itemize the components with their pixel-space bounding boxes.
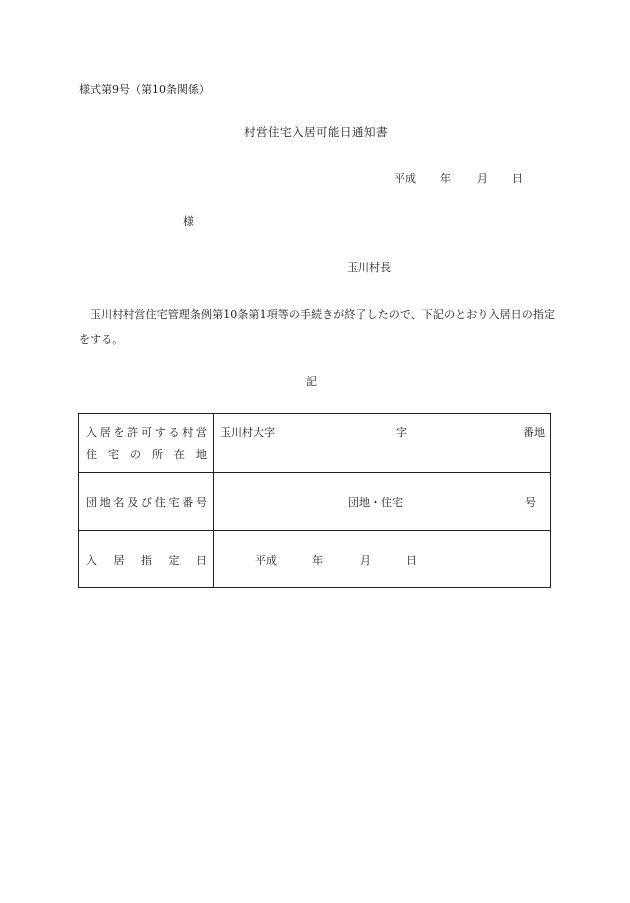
move-in-month-unit: 月 <box>360 554 371 567</box>
document-title: 村営住宅入居可能日通知書 <box>244 125 388 139</box>
location-banchi: 番地 <box>523 426 545 439</box>
danchi-value-cell <box>214 473 550 530</box>
location-label-line2: 住 宅 の 所 在 地 <box>86 448 207 461</box>
info-table <box>78 413 551 588</box>
location-village: 玉川村大字 <box>220 426 275 439</box>
addressee-suffix: 様 <box>183 215 194 228</box>
location-value-cell <box>214 414 550 472</box>
move-in-era: 平成 <box>255 554 277 567</box>
table-row-move-in-date <box>79 531 550 588</box>
date-year-unit: 年 <box>440 172 451 185</box>
location-label-cell <box>79 414 214 472</box>
move-in-year-unit: 年 <box>312 554 323 567</box>
table-row-danchi <box>79 473 550 531</box>
date-month-unit: 月 <box>477 172 488 185</box>
date-day-unit: 日 <box>512 172 523 185</box>
location-label-line1: 入 居 を 許 可 す る 村 営 <box>86 426 207 439</box>
danchi-label: 団 地 名 及 び 住 宅 番 号 <box>86 496 207 509</box>
house-number-unit: 号 <box>525 496 536 509</box>
location-aza: 字 <box>396 426 407 439</box>
date-era: 平成 <box>394 172 416 185</box>
move-in-day-unit: 日 <box>406 554 417 567</box>
move-in-date-label: 入 居 指 定 日 <box>86 554 207 567</box>
body-text: 玉川村村営住宅管理条例第10条第1項等の手続きが終了したので、下記のとおり入居日の指定をする。 <box>79 308 556 346</box>
move-in-date-value-cell <box>214 531 550 588</box>
form-number: 様式第9号（第10条関係） <box>79 83 210 96</box>
move-in-date-label-cell <box>79 531 214 588</box>
table-row-location <box>79 414 550 473</box>
ki-heading: 記 <box>306 375 317 388</box>
danchi-label-cell <box>79 473 214 530</box>
issuer-name: 玉川村長 <box>347 261 391 274</box>
danchi-house: 団地・住宅 <box>348 496 403 509</box>
